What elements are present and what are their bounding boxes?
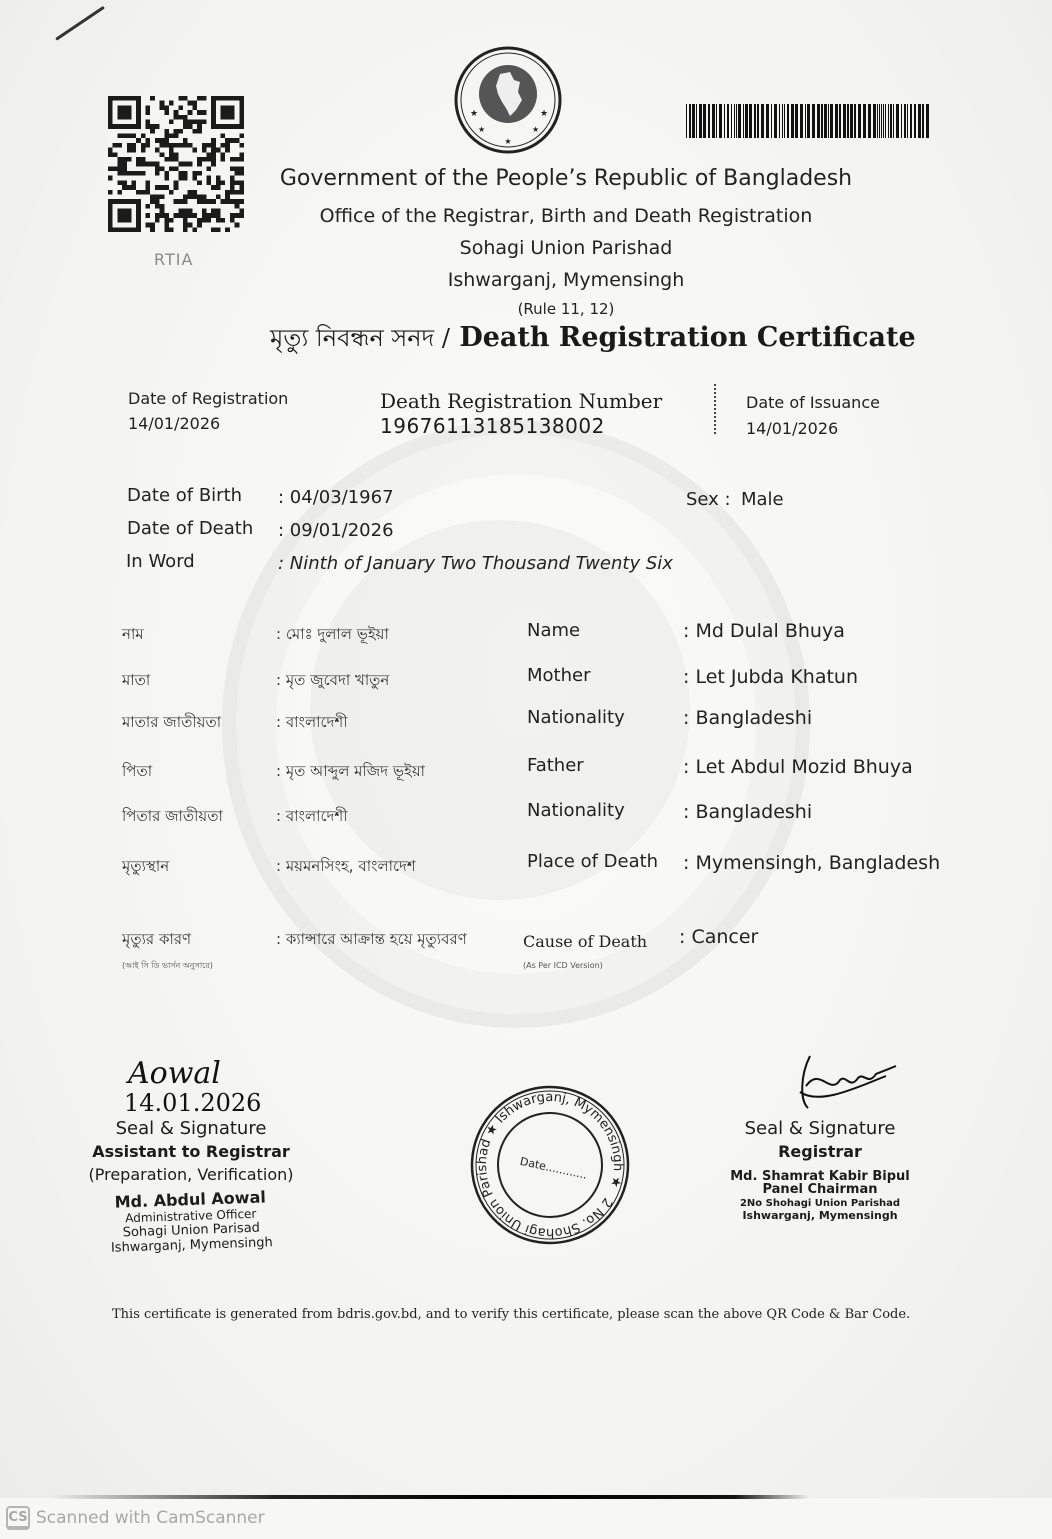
camscanner-text: Scanned with CamScanner [36,1508,265,1528]
certificate-title [270,320,916,360]
verification-note: This certificate is generated from bdris.gov.bd, and to verify this certificate, please scan the above QR Code & Bar Code. [112,1307,911,1322]
field-label-en: Place of Death [527,851,659,872]
registrar-signature [790,1046,900,1116]
svg-text:★: ★ [540,109,549,119]
registrar-location: Ishwarganj, Mymensingh [742,1209,898,1222]
sex-value: Male [741,489,784,510]
registrar-role: Registrar [778,1142,862,1161]
cause-note-bn: (আই সি ডি ভার্সন অনুসারে) [122,961,213,970]
field-label-en: Father [527,755,584,776]
date-of-issuance-value: 14/01/2026 [746,419,839,438]
qr-caption: RTIA [154,250,194,269]
field-value-en: : Bangladeshi [683,801,813,823]
date-of-registration-label: Date of Registration [128,389,289,408]
field-value-bn: : মোঃ দুলাল ভূইয়া [276,625,389,643]
assistant-signature-block [80,1118,302,1256]
registrar-signature-block [726,1118,914,1222]
field-value-en: : Md Dulal Bhuya [683,620,845,642]
svg-text:★: ★ [470,109,479,119]
office-heading: Office of the Registrar, Birth and Death Registration [319,205,813,227]
field-label-en: Nationality [527,800,625,821]
svg-text:★: ★ [504,137,512,146]
field-label-bn: মৃত্যুর কারণ [122,930,192,948]
assistant-designation: Administrative Officer [125,1206,257,1226]
union-heading: Sohagi Union Parishad [459,237,673,259]
registrar-designation: Panel Chairman [762,1182,878,1197]
date-of-registration-value: 14/01/2026 [128,414,221,433]
field-label-en: Name [527,620,581,641]
date-of-issuance-label: Date of Issuance [746,393,880,412]
field-label-bn: মাতার জাতীয়তা [122,713,222,731]
camscanner-watermark [6,1505,265,1531]
field-label-bn: মাতা [122,671,151,689]
certificate-title-en: Death Registration Certificate [459,322,916,353]
assistant-signature: Aowal [128,1056,221,1091]
field-label-en: Mother [527,665,591,686]
field-value-bn: : মৃত জুবেদা খাতুন [276,671,390,689]
watermark-seal-center [310,520,690,900]
svg-text:★: ★ [478,125,486,134]
field-value-en: : Cancer [679,926,759,948]
field-value-bn: : ময়মনসিংহ, বাংলাদেশ [276,857,416,875]
government-emblem [448,44,568,156]
assistant-signed-date: 14.01.2026 [124,1089,262,1117]
page-edge-shadow [50,1495,810,1499]
assistant-location: Ishwarganj, Mymensingh [110,1235,273,1256]
registrar-seal-label: Seal & Signature [744,1118,896,1139]
camscanner-logo-icon: CS [6,1506,30,1530]
assistant-duty: (Preparation, Verification) [88,1165,294,1184]
assistant-office: Sohagi Union Parisad [122,1220,261,1241]
field-value-en: : Let Jubda Khatun [683,666,858,688]
stamp-ring-text: 2 No. Shohagi Union Parishad ★ Ishwarganj, Mymensingh ★ [474,1089,626,1241]
field-value-bn: : বাংলাদেশী [276,807,348,825]
field-label-bn: মৃত্যুস্থান [122,857,170,875]
field-label-bn: নাম [122,625,144,643]
registration-number-label: Death Registration Number [380,389,663,413]
svg-text:★: ★ [532,125,540,134]
rule-reference: (Rule 11, 12) [517,300,615,318]
stamp-date-label: Date............ [518,1154,589,1182]
field-value-bn: : মৃত আব্দুল মজিদ ভূইয়া [276,762,426,780]
field-label-en: Nationality [527,707,625,728]
field-value-en: : Bangladeshi [683,707,813,729]
sex-label: Sex : [686,489,731,510]
in-word-label: In Word [126,551,195,572]
dod-value: : 09/01/2026 [278,520,394,541]
field-value-bn: : বাংলাদেশী [276,713,348,731]
field-label-en: Cause of Death [523,932,648,951]
dob-label: Date of Birth [127,485,243,506]
assistant-seal-label: Seal & Signature [115,1118,267,1139]
pen-mark [55,6,105,41]
registrar-name: Md. Shamrat Kabir Bipul [730,1169,910,1184]
field-value-en: : Let Abdul Mozid Bhuya [683,756,913,778]
barcode[interactable] [686,104,930,138]
field-label-bn: পিতার জাতীয়তা [122,807,223,825]
in-word-value: : Ninth of January Two Thousand Twenty Six [278,553,673,574]
field-value-bn: : ক্যান্সারে আক্রান্ত হয়ে মৃত্যুবরণ [276,930,467,948]
union-parishad-stamp [468,1083,632,1247]
assistant-role: Assistant to Registrar [92,1142,290,1161]
registration-number-value: 19676113185138002 [380,414,605,438]
dob-value: : 04/03/1967 [278,487,394,508]
government-heading: Government of the People’s Republic of Bangladesh [279,166,853,191]
field-value-en: : Mymensingh, Bangladesh [683,852,941,874]
assistant-name: Md. Abdul Aowal [114,1187,267,1212]
dod-label: Date of Death [127,518,254,539]
certificate-title-bn: মৃত্যু নিবন্ধন সনদ / [270,324,450,352]
registrar-office: 2No Shohagi Union Parishad [739,1198,901,1209]
cause-note-en: (As Per ICD Version) [523,961,603,970]
location-heading: Ishwarganj, Mymensingh [447,269,685,291]
field-label-bn: পিতা [122,762,153,780]
divider [714,384,718,434]
